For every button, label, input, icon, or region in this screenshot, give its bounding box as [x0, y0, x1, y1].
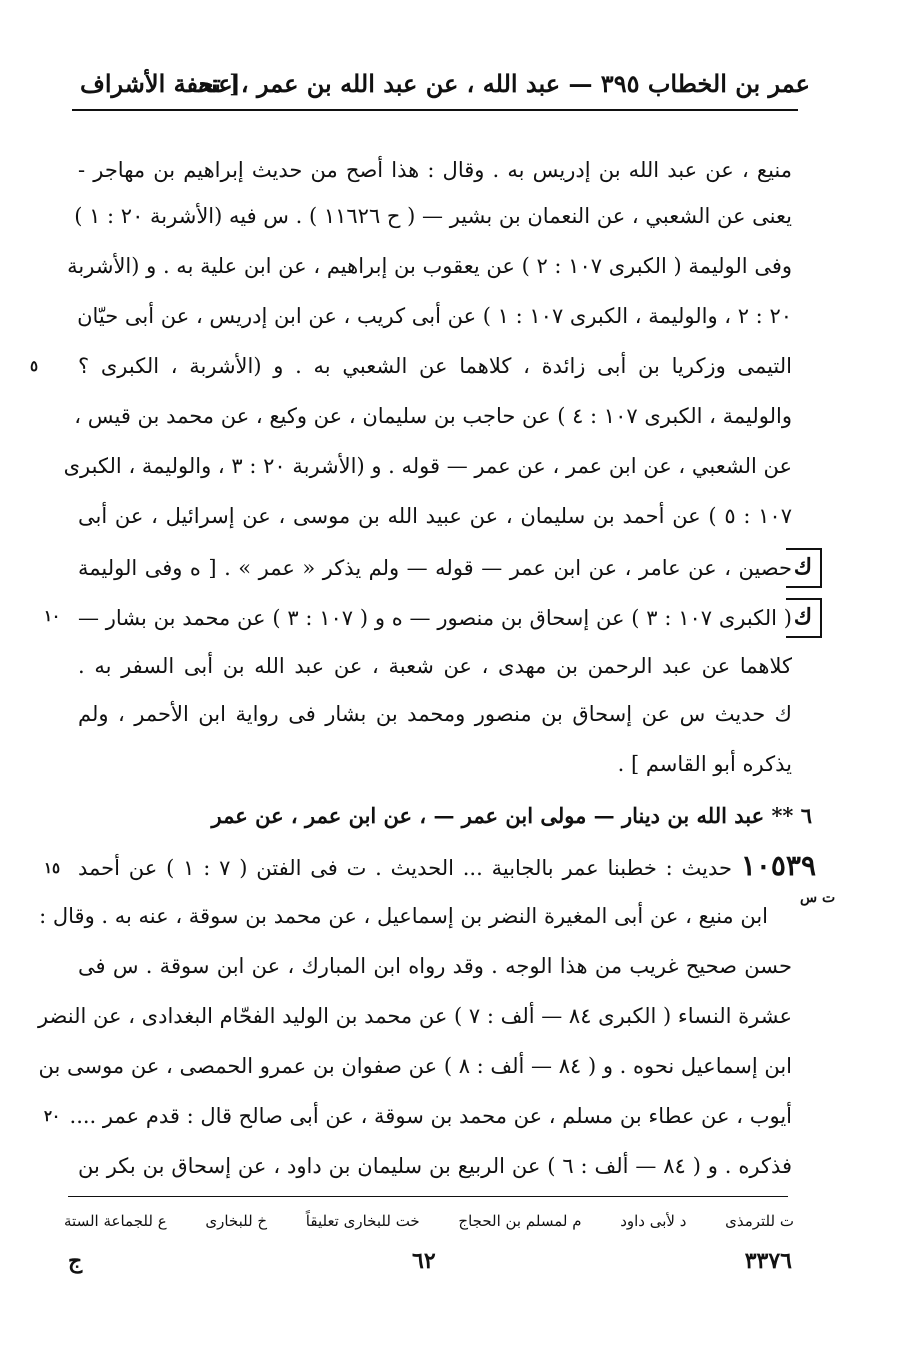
body-line: أيوب ، عن عطاء بن مسلم ، عن محمد بن سوقة ، عن أبى صالح قال : قدم عمر .... [69, 1104, 792, 1128]
section-heading-text: عبد الله بن دينار — مولى ابن عمر — ، عن ابن عمر ، عن عمر [211, 803, 765, 828]
line-number-10: ١٠ [44, 607, 61, 625]
body-line: وفى الوليمة ( الكبرى ١٠٧ : ٢ ) عن يعقوب بن إبراهيم ، عن ابن علية به . و (الأشربة [67, 254, 792, 278]
hadith-first-line [78, 846, 816, 886]
footer-right-number: ٣٣٧٦ [744, 1248, 792, 1274]
body-line: عن الشعبي ، عن ابن عمر ، عن عمر — قوله . و (الأشربة ٢٠ : ٣ ، والوليمة ، الكبرى [63, 454, 792, 478]
hadith-first-text: حديث : خطبنا عمر بالجابية ... الحديث . ت فى الفتن ( ٧ : ١ ) عن أحمد [78, 856, 732, 880]
section-heading [180, 796, 812, 836]
margin-box-kaf: ك [786, 598, 822, 638]
body-line: التيمى وزكريا بن أبى زائدة ، كلاهما عن الشعبي به . و (الأشربة ، الكبرى ؟ [78, 354, 792, 378]
section-marker: ٦ ** [771, 803, 812, 828]
hadith-number: ١٠٥٣٩ [740, 849, 817, 882]
body-line: منيع ، عن عبد الله بن إدريس به . وقال : هذا أصح من حديث إبراهيم بن مهاجر - [78, 158, 792, 182]
hadith-sigla: ت س [800, 890, 836, 906]
sigla-legend [64, 1206, 794, 1236]
body-line: ك حديث س عن إسحاق بن منصور ومحمد بن بشار فى رواية ابن الأحمر ، ولم [78, 702, 792, 726]
body-line: يذكره أبو القاسم ] . [617, 752, 792, 776]
legend-item: د لأبى داود [620, 1212, 687, 1230]
body-line: حسن صحيح غريب من هذا الوجه . وقد رواه ابن المبارك ، عن ابن سوقة . س فى [78, 954, 792, 978]
running-title: عمر بن الخطاب ٣٩٥ — عبد الله ، عن عبد الله بن عمر ، عنه [198, 69, 810, 98]
body-line: فذكره . و ( ٨٤ — ألف : ٦ ) عن الربيع بن سليمان بن داود ، عن إسحاق بن بكر بن [78, 1154, 793, 1178]
body-line: كلاهما عن عبد الرحمن بن مهدى ، عن شعبة ، عن عبد الله بن أبى السفر به . [78, 654, 792, 678]
line-number-5: ٥ [30, 357, 39, 375]
legend-item: ت للترمذى [725, 1212, 794, 1230]
footnote-rule [68, 1196, 788, 1197]
legend-item: خت للبخارى تعليقاً [305, 1212, 420, 1230]
body-line: والوليمة ، الكبرى ١٠٧ : ٤ ) عن حاجب بن سليمان ، عن وكيع ، عن محمد بن قيس ، [74, 404, 792, 428]
footer-left-mark: ج [68, 1248, 83, 1274]
margin-box-kaf: ك [786, 548, 822, 588]
book-title: [ تحفة الأشراف [80, 69, 241, 98]
header-rule [72, 109, 798, 111]
legend-item: ع للجماعة الستة [64, 1212, 167, 1230]
body-line: ابن منيع ، عن أبى المغيرة النضر بن إسماعيل ، عن محمد بن سوقة ، عنه به . وقال : [39, 904, 768, 928]
legend-item: م لمسلم بن الحجاج [458, 1212, 582, 1230]
body-line: ١٠٧ : ٥ ) عن أحمد بن سليمان ، عن عبيد الله بن موسى ، عن إسرائيل ، عن أبى [78, 504, 792, 528]
line-number-15: ١٥ [44, 859, 61, 877]
body-line: يعنى عن الشعبي ، عن النعمان بن بشير — ( ح ١١٦٢٦ ) . س فيه (الأشربة ٢٠ : ١ ) [74, 204, 792, 228]
body-line: ٢٠ : ٢ ، والوليمة ، الكبرى ١٠٧ : ١ ) عن أبى كريب ، عن ابن إدريس ، عن أبى حيّان [77, 304, 792, 328]
body-line: ابن إسماعيل نحوه . و ( ٨٤ — ألف : ٨ ) عن صفوان بن عمرو الحمصى ، عن موسى بن [38, 1054, 792, 1078]
legend-item: خ للبخارى [205, 1212, 268, 1230]
page-number: ٦٢ [412, 1248, 436, 1274]
line-number-20: ٢٠ [44, 1107, 61, 1125]
body-line: ( الكبرى ١٠٧ : ٣ ) عن إسحاق بن منصور — ه و ( ١٠٧ : ٣ ) عن محمد بن بشار — [78, 606, 792, 630]
body-line: عشرة النساء ( الكبرى ٨٤ — ألف : ٧ ) عن محمد بن الوليد الفحّام البغدادى ، عن النضر [37, 1004, 792, 1028]
body-line: حصين ، عن عامر ، عن ابن عمر — قوله — ولم يذكر « عمر » . [ ه وفى الوليمة [78, 556, 792, 580]
